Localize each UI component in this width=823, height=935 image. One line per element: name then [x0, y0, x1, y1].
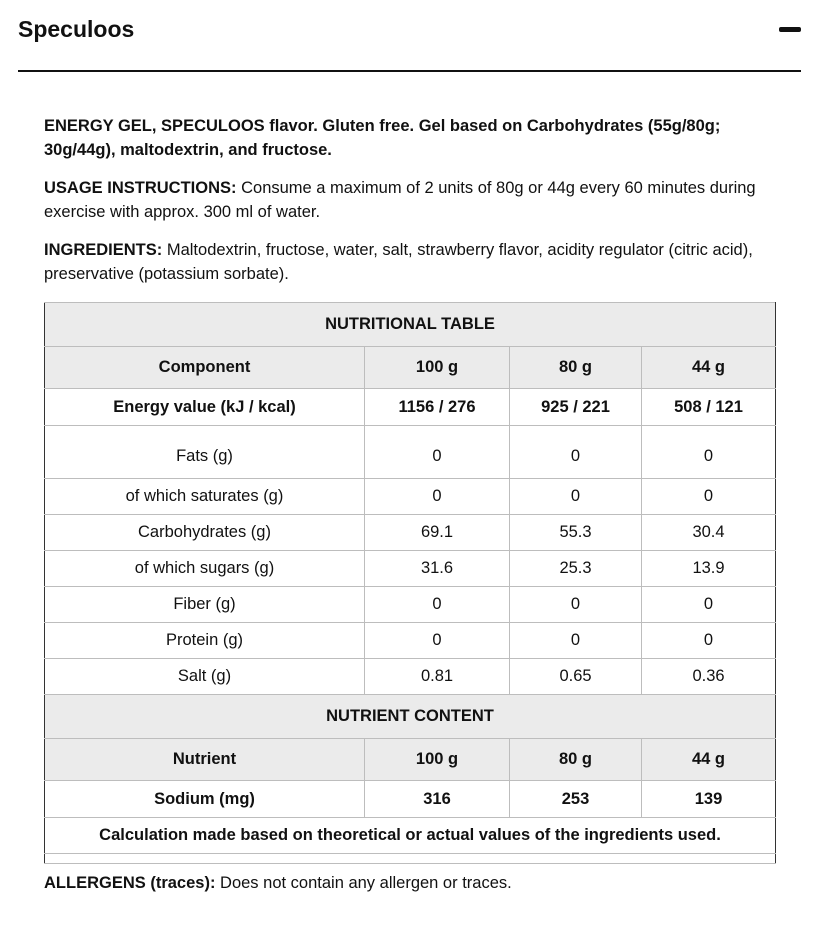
table-cell: 508 / 121	[642, 389, 776, 426]
allergens	[44, 874, 512, 893]
header-cell: 80 g	[510, 347, 642, 389]
table-cell: Energy value (kJ / kcal)	[45, 389, 365, 426]
ingredients-label: INGREDIENTS:	[44, 241, 163, 259]
table-cell: 0	[365, 623, 510, 659]
table-row	[45, 659, 776, 695]
table-cell: 0	[365, 587, 510, 623]
table-cell: 13.9	[642, 551, 776, 587]
header-cell: 80 g	[510, 739, 642, 781]
usage-label: USAGE INSTRUCTIONS:	[44, 179, 237, 197]
table-cell: 139	[642, 781, 776, 818]
usage-text: Consume a maximum of 2 units of 80g or 44g every 60 minutes during exercise with approx. 300 ml of water.	[44, 179, 756, 221]
table-cell: 0	[642, 587, 776, 623]
table-cell: Sodium (mg)	[45, 781, 365, 818]
table-cell: 0	[642, 479, 776, 515]
table-cell: Fiber (g)	[45, 587, 365, 623]
table-cell: 55.3	[510, 515, 642, 551]
header-cell: Nutrient	[45, 739, 365, 781]
table-note: Calculation made based on theoretical or actual values of the ingredients used.	[45, 818, 776, 854]
product-description	[44, 114, 784, 300]
table-cell: 31.6	[365, 551, 510, 587]
energy-row	[45, 389, 776, 426]
table-spacer	[45, 854, 776, 864]
usage-instructions	[44, 176, 784, 224]
table-cell: 0	[642, 426, 776, 479]
table-cell: 253	[510, 781, 642, 818]
header-cell: 44 g	[642, 739, 776, 781]
table-cell: 0.65	[510, 659, 642, 695]
table-cell: Carbohydrates (g)	[45, 515, 365, 551]
ingredients-text: Maltodextrin, fructose, water, salt, strawberry flavor, acidity regulator (citric acid), preservative (potassium sorbate).	[44, 241, 753, 283]
table-cell: 0	[365, 479, 510, 515]
nutrition-table	[44, 302, 776, 864]
header-cell: 44 g	[642, 347, 776, 389]
table-cell: 0	[365, 426, 510, 479]
product-title: Speculoos	[18, 16, 135, 42]
table-cell: 0	[510, 587, 642, 623]
table-cell: 316	[365, 781, 510, 818]
table-row	[45, 515, 776, 551]
table-row	[45, 587, 776, 623]
ingredients	[44, 238, 784, 286]
table-row	[45, 551, 776, 587]
table-cell: 30.4	[642, 515, 776, 551]
table-section-header	[45, 303, 776, 347]
header-cell: 100 g	[365, 739, 510, 781]
table-cell: 0.81	[365, 659, 510, 695]
table-cell: 0	[510, 479, 642, 515]
table-cell: Fats (g)	[45, 426, 365, 479]
allergens-text: Does not contain any allergen or traces.	[215, 874, 512, 892]
table-row	[45, 623, 776, 659]
table-cell: Protein (g)	[45, 623, 365, 659]
table-note-row	[45, 818, 776, 854]
table-cell: 0	[510, 623, 642, 659]
accordion-header[interactable]	[18, 0, 801, 72]
nutrient-header-row	[45, 739, 776, 781]
table-title: NUTRITIONAL TABLE	[45, 303, 776, 347]
table-cell: 25.3	[510, 551, 642, 587]
sodium-row	[45, 781, 776, 818]
table-cell: 69.1	[365, 515, 510, 551]
table-cell: of which saturates (g)	[45, 479, 365, 515]
table-cell: 0	[510, 426, 642, 479]
table-cell: 0.36	[642, 659, 776, 695]
table-spacer-row	[45, 854, 776, 864]
intro-text: ENERGY GEL, SPECULOOS flavor. Gluten free. Gel based on Carbohydrates (55g/80g; 30g/44g), maltodextrin, and fructose.	[44, 117, 721, 159]
table-row	[45, 479, 776, 515]
table-row	[45, 426, 776, 479]
table-cell: of which sugars (g)	[45, 551, 365, 587]
table-cell: Salt (g)	[45, 659, 365, 695]
header-cell: 100 g	[365, 347, 510, 389]
header-cell: Component	[45, 347, 365, 389]
table-cell: 1156 / 276	[365, 389, 510, 426]
collapse-minus-icon[interactable]	[779, 27, 801, 32]
nutrient-section-header	[45, 695, 776, 739]
allergens-label: ALLERGENS (traces):	[44, 874, 216, 892]
nutrient-title: NUTRIENT CONTENT	[45, 695, 776, 739]
table-cell: 925 / 221	[510, 389, 642, 426]
table-cell: 0	[642, 623, 776, 659]
table-header-row	[45, 347, 776, 389]
